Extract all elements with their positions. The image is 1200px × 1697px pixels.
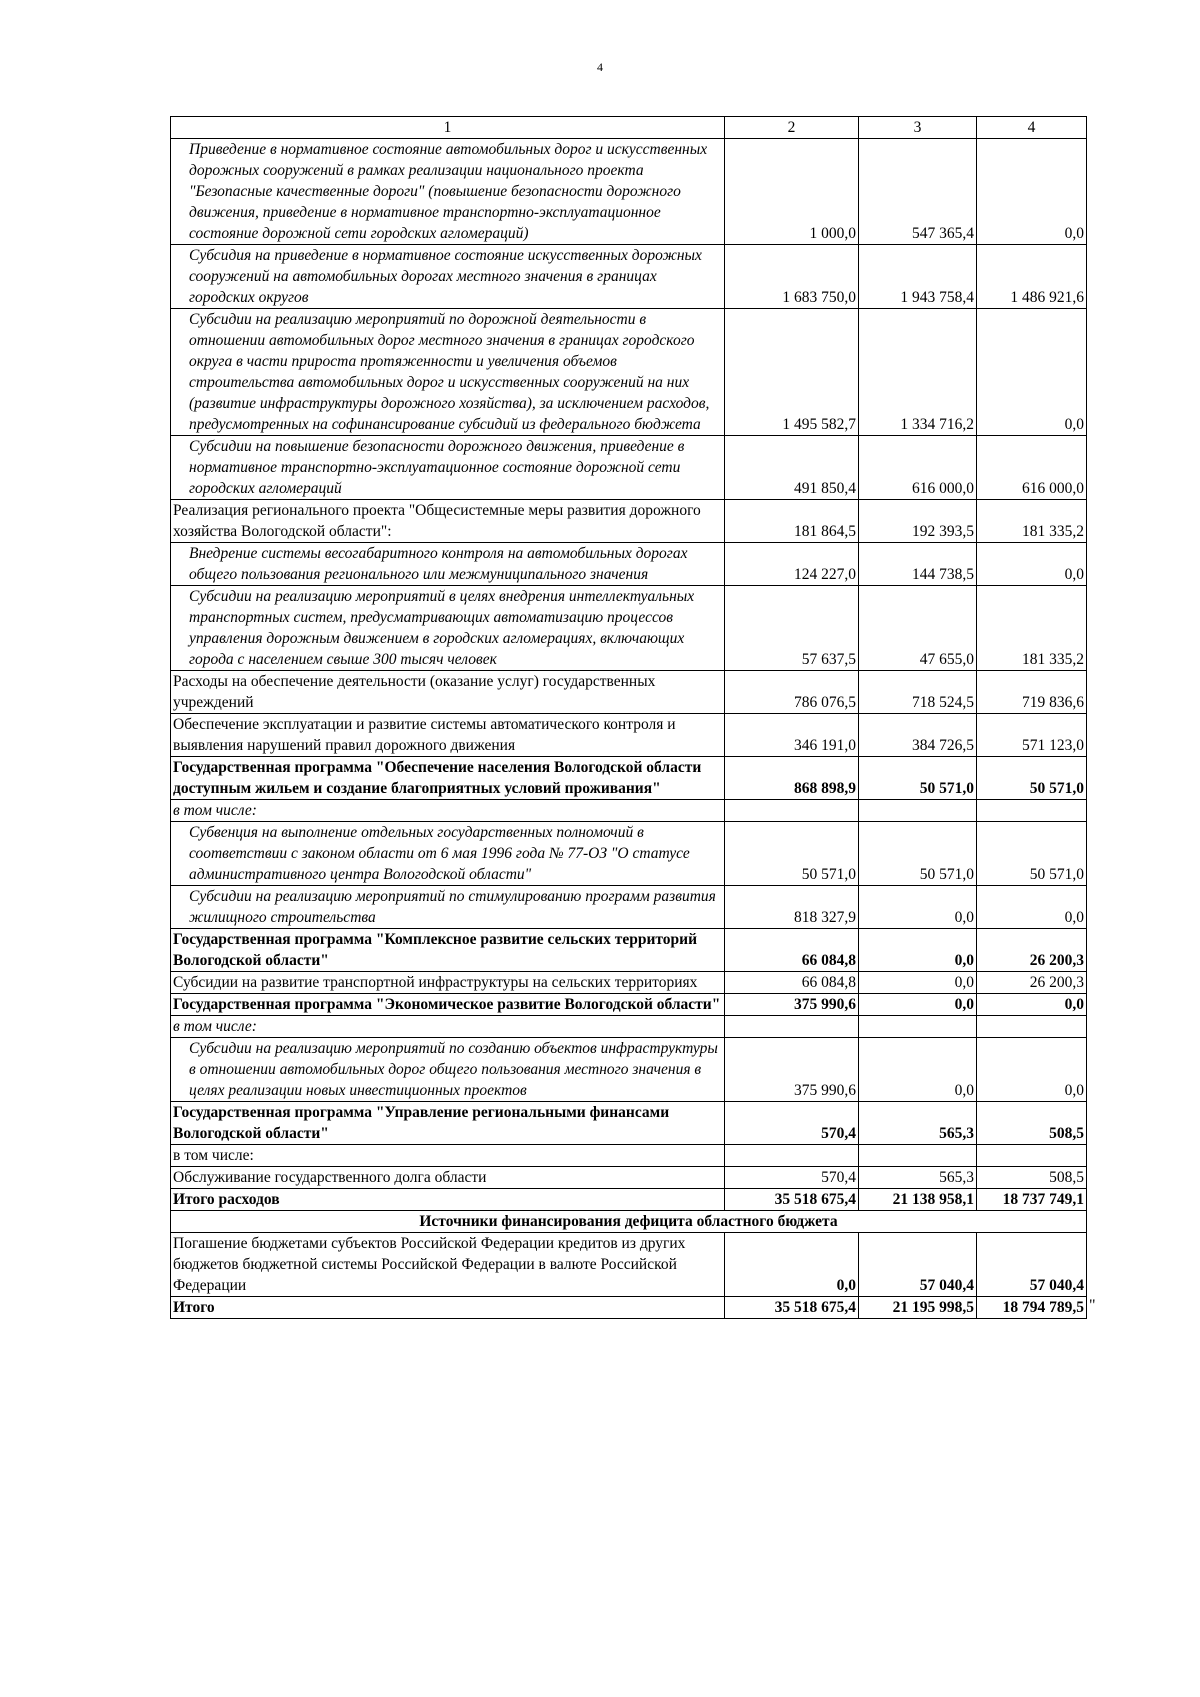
row-description: Субсидия на приведение в нормативное состояние искусственных дорожных сооружений на автомобильных дорогах местного значения в границах городских округов bbox=[171, 245, 725, 309]
row-value-v2: 0,0 bbox=[859, 929, 977, 972]
row-value-v1: 0,0 bbox=[725, 1233, 859, 1297]
row-value-v1: 786 076,5 bbox=[725, 671, 859, 714]
row-value-v2: 384 726,5 bbox=[859, 714, 977, 757]
table-row bbox=[171, 1297, 1087, 1319]
row-description: в том числе: bbox=[171, 1145, 725, 1167]
row-value-v2: 57 040,4 bbox=[859, 1233, 977, 1297]
row-value-v3: 181 335,2 bbox=[977, 500, 1087, 543]
table-row bbox=[171, 1038, 1087, 1102]
row-description: Государственная программа "Экономическое развитие Вологодской области" bbox=[171, 994, 725, 1016]
row-value-v2: 21 195 998,5 bbox=[859, 1297, 977, 1319]
row-description: Государственная программа "Обеспечение населения Вологодской области доступным жильем и создание благоприятных условий проживания" bbox=[171, 757, 725, 800]
row-value-v3: 616 000,0 bbox=[977, 436, 1087, 500]
row-value-v1: 375 990,6 bbox=[725, 994, 859, 1016]
row-description: Государственная программа "Управление региональными финансами Вологодской области" bbox=[171, 1102, 725, 1145]
table-row bbox=[171, 245, 1087, 309]
row-value-v1 bbox=[725, 1016, 859, 1038]
row-value-v1: 570,4 bbox=[725, 1102, 859, 1145]
row-value-v1: 66 084,8 bbox=[725, 972, 859, 994]
row-value-v2 bbox=[859, 800, 977, 822]
row-value-v2: 718 524,5 bbox=[859, 671, 977, 714]
row-description: Субсидии на реализацию мероприятий по созданию объектов инфраструктуры в отношении автомобильных дорог общего пользования местного значения в целях реализации новых инвестиционных проектов bbox=[171, 1038, 725, 1102]
row-value-v3: 18 794 789,5 bbox=[977, 1297, 1087, 1319]
column-header: 4 bbox=[977, 117, 1087, 139]
row-description: Погашение бюджетами субъектов Российской Федерации кредитов из других бюджетов бюджетной системы Российской Федерации в валюте Российской Федерации bbox=[171, 1233, 725, 1297]
table-row bbox=[171, 671, 1087, 714]
table-row bbox=[171, 886, 1087, 929]
row-value-v1: 1 495 582,7 bbox=[725, 309, 859, 436]
page-number: 4 bbox=[597, 60, 603, 74]
row-value-v2: 144 738,5 bbox=[859, 543, 977, 586]
row-value-v2: 547 365,4 bbox=[859, 139, 977, 245]
table-row bbox=[171, 436, 1087, 500]
row-value-v3: 571 123,0 bbox=[977, 714, 1087, 757]
row-value-v1 bbox=[725, 800, 859, 822]
row-value-v3: 18 737 749,1 bbox=[977, 1189, 1087, 1211]
table-row bbox=[171, 1102, 1087, 1145]
row-value-v1 bbox=[725, 1145, 859, 1167]
row-description: Субсидии на развитие транспортной инфраструктуры на сельских территориях bbox=[171, 972, 725, 994]
row-value-v1: 66 084,8 bbox=[725, 929, 859, 972]
row-value-v3 bbox=[977, 800, 1087, 822]
row-description: в том числе: bbox=[171, 1016, 725, 1038]
row-description: Обслуживание государственного долга области bbox=[171, 1167, 725, 1189]
row-value-v1: 50 571,0 bbox=[725, 822, 859, 886]
row-value-v1: 818 327,9 bbox=[725, 886, 859, 929]
row-value-v2: 0,0 bbox=[859, 886, 977, 929]
table-row bbox=[171, 929, 1087, 972]
table-row bbox=[171, 800, 1087, 822]
row-value-v2 bbox=[859, 1016, 977, 1038]
row-description: Субсидии на реализацию мероприятий в целях внедрения интеллектуальных транспортных систем, предусматривающих автоматизацию процессов управления дорожным движением в городских агломерациях, включающих города с населением свыше 300 тысяч человек bbox=[171, 586, 725, 671]
row-value-v3: 26 200,3 bbox=[977, 972, 1087, 994]
row-value-v2: 0,0 bbox=[859, 1038, 977, 1102]
table-header-row bbox=[171, 117, 1087, 139]
table-row bbox=[171, 1233, 1087, 1297]
row-value-v3: 50 571,0 bbox=[977, 822, 1087, 886]
table-row bbox=[171, 714, 1087, 757]
row-value-v3: 0,0 bbox=[977, 543, 1087, 586]
row-value-v1: 1 683 750,0 bbox=[725, 245, 859, 309]
table-row bbox=[171, 543, 1087, 586]
column-header: 3 bbox=[859, 117, 977, 139]
row-value-v1: 375 990,6 bbox=[725, 1038, 859, 1102]
row-value-v1: 1 000,0 bbox=[725, 139, 859, 245]
row-value-v2: 565,3 bbox=[859, 1167, 977, 1189]
row-value-v2: 0,0 bbox=[859, 972, 977, 994]
row-description: Субсидии на повышение безопасности дорожного движения, приведение в нормативное транспортно-эксплуатационное состояние дорожной сети городских агломераций bbox=[171, 436, 725, 500]
table-row bbox=[171, 1145, 1087, 1167]
table-row bbox=[171, 994, 1087, 1016]
row-value-v2: 0,0 bbox=[859, 994, 977, 1016]
row-value-v1: 868 898,9 bbox=[725, 757, 859, 800]
row-value-v2: 565,3 bbox=[859, 1102, 977, 1145]
row-description: Обеспечение эксплуатации и развитие системы автоматического контроля и выявления нарушений правил дорожного движения bbox=[171, 714, 725, 757]
table-row bbox=[171, 822, 1087, 886]
row-value-v3 bbox=[977, 1145, 1087, 1167]
row-value-v2: 50 571,0 bbox=[859, 822, 977, 886]
row-value-v1: 346 191,0 bbox=[725, 714, 859, 757]
table-row bbox=[171, 500, 1087, 543]
column-header: 2 bbox=[725, 117, 859, 139]
column-header: 1 bbox=[171, 117, 725, 139]
row-description: Итого расходов bbox=[171, 1189, 725, 1211]
budget-table bbox=[170, 116, 1087, 1319]
table-row bbox=[171, 1189, 1087, 1211]
row-description: Приведение в нормативное состояние автомобильных дорог и искусственных дорожных сооружений в рамках реализации национального проекта "Безопасные качественные дороги" (повышение безопасности дорожного движения, приведение в нормативное транспортно-эксплуатационное состояние дорожной сети городских агломераций) bbox=[171, 139, 725, 245]
row-value-v1: 35 518 675,4 bbox=[725, 1297, 859, 1319]
table-row bbox=[171, 309, 1087, 436]
row-value-v3: 0,0 bbox=[977, 139, 1087, 245]
row-value-v2: 1 943 758,4 bbox=[859, 245, 977, 309]
row-description: Итого bbox=[171, 1297, 725, 1319]
row-value-v1: 35 518 675,4 bbox=[725, 1189, 859, 1211]
row-value-v2: 47 655,0 bbox=[859, 586, 977, 671]
section-title: Источники финансирования дефицита областного бюджета bbox=[171, 1211, 1087, 1233]
row-value-v2: 616 000,0 bbox=[859, 436, 977, 500]
row-value-v1: 491 850,4 bbox=[725, 436, 859, 500]
row-description: Внедрение системы весогабаритного контроля на автомобильных дорогах общего пользования регионального или межмуниципального значения bbox=[171, 543, 725, 586]
row-value-v3: 26 200,3 bbox=[977, 929, 1087, 972]
closing-quote-mark: " bbox=[1089, 1297, 1096, 1314]
row-description: в том числе: bbox=[171, 800, 725, 822]
row-value-v2: 1 334 716,2 bbox=[859, 309, 977, 436]
row-value-v3 bbox=[977, 1016, 1087, 1038]
table-row bbox=[171, 1167, 1087, 1189]
row-value-v1: 57 637,5 bbox=[725, 586, 859, 671]
row-description: Субсидии на реализацию мероприятий по стимулированию программ развития жилищного строительства bbox=[171, 886, 725, 929]
row-description: Расходы на обеспечение деятельности (оказание услуг) государственных учреждений bbox=[171, 671, 725, 714]
table-row bbox=[171, 757, 1087, 800]
row-value-v3: 719 836,6 bbox=[977, 671, 1087, 714]
row-value-v2: 21 138 958,1 bbox=[859, 1189, 977, 1211]
table-row bbox=[171, 972, 1087, 994]
row-description: Государственная программа "Комплексное развитие сельских территорий Вологодской области" bbox=[171, 929, 725, 972]
row-value-v3: 508,5 bbox=[977, 1167, 1087, 1189]
row-value-v3: 57 040,4 bbox=[977, 1233, 1087, 1297]
table-row bbox=[171, 1016, 1087, 1038]
row-value-v3: 50 571,0 bbox=[977, 757, 1087, 800]
section-header-row bbox=[171, 1211, 1087, 1233]
row-value-v3: 0,0 bbox=[977, 886, 1087, 929]
row-value-v3: 0,0 bbox=[977, 994, 1087, 1016]
table-row bbox=[171, 586, 1087, 671]
row-value-v3: 1 486 921,6 bbox=[977, 245, 1087, 309]
row-value-v3: 508,5 bbox=[977, 1102, 1087, 1145]
row-value-v3: 0,0 bbox=[977, 1038, 1087, 1102]
row-value-v3: 181 335,2 bbox=[977, 586, 1087, 671]
row-value-v2 bbox=[859, 1145, 977, 1167]
row-value-v1: 570,4 bbox=[725, 1167, 859, 1189]
row-description: Реализация регионального проекта "Общесистемные меры развития дорожного хозяйства Вологодской области": bbox=[171, 500, 725, 543]
row-value-v3: 0,0 bbox=[977, 309, 1087, 436]
row-value-v2: 50 571,0 bbox=[859, 757, 977, 800]
row-value-v2: 192 393,5 bbox=[859, 500, 977, 543]
row-value-v1: 124 227,0 bbox=[725, 543, 859, 586]
row-value-v1: 181 864,5 bbox=[725, 500, 859, 543]
row-description: Субвенция на выполнение отдельных государственных полномочий в соответствии с законом области от 6 мая 1996 года № 77-ОЗ "О статусе административного центра Вологодской области" bbox=[171, 822, 725, 886]
table-row bbox=[171, 139, 1087, 245]
row-description: Субсидии на реализацию мероприятий по дорожной деятельности в отношении автомобильных дорог местного значения в границах городского округа в части прироста протяженности и увеличения объемов строительства автомобильных дорог и искусственных сооружений на них (развитие инфраструктуры дорожного хозяйства), за исключением расходов, предусмотренных на софинансирование субсидий из федерального бюджета bbox=[171, 309, 725, 436]
